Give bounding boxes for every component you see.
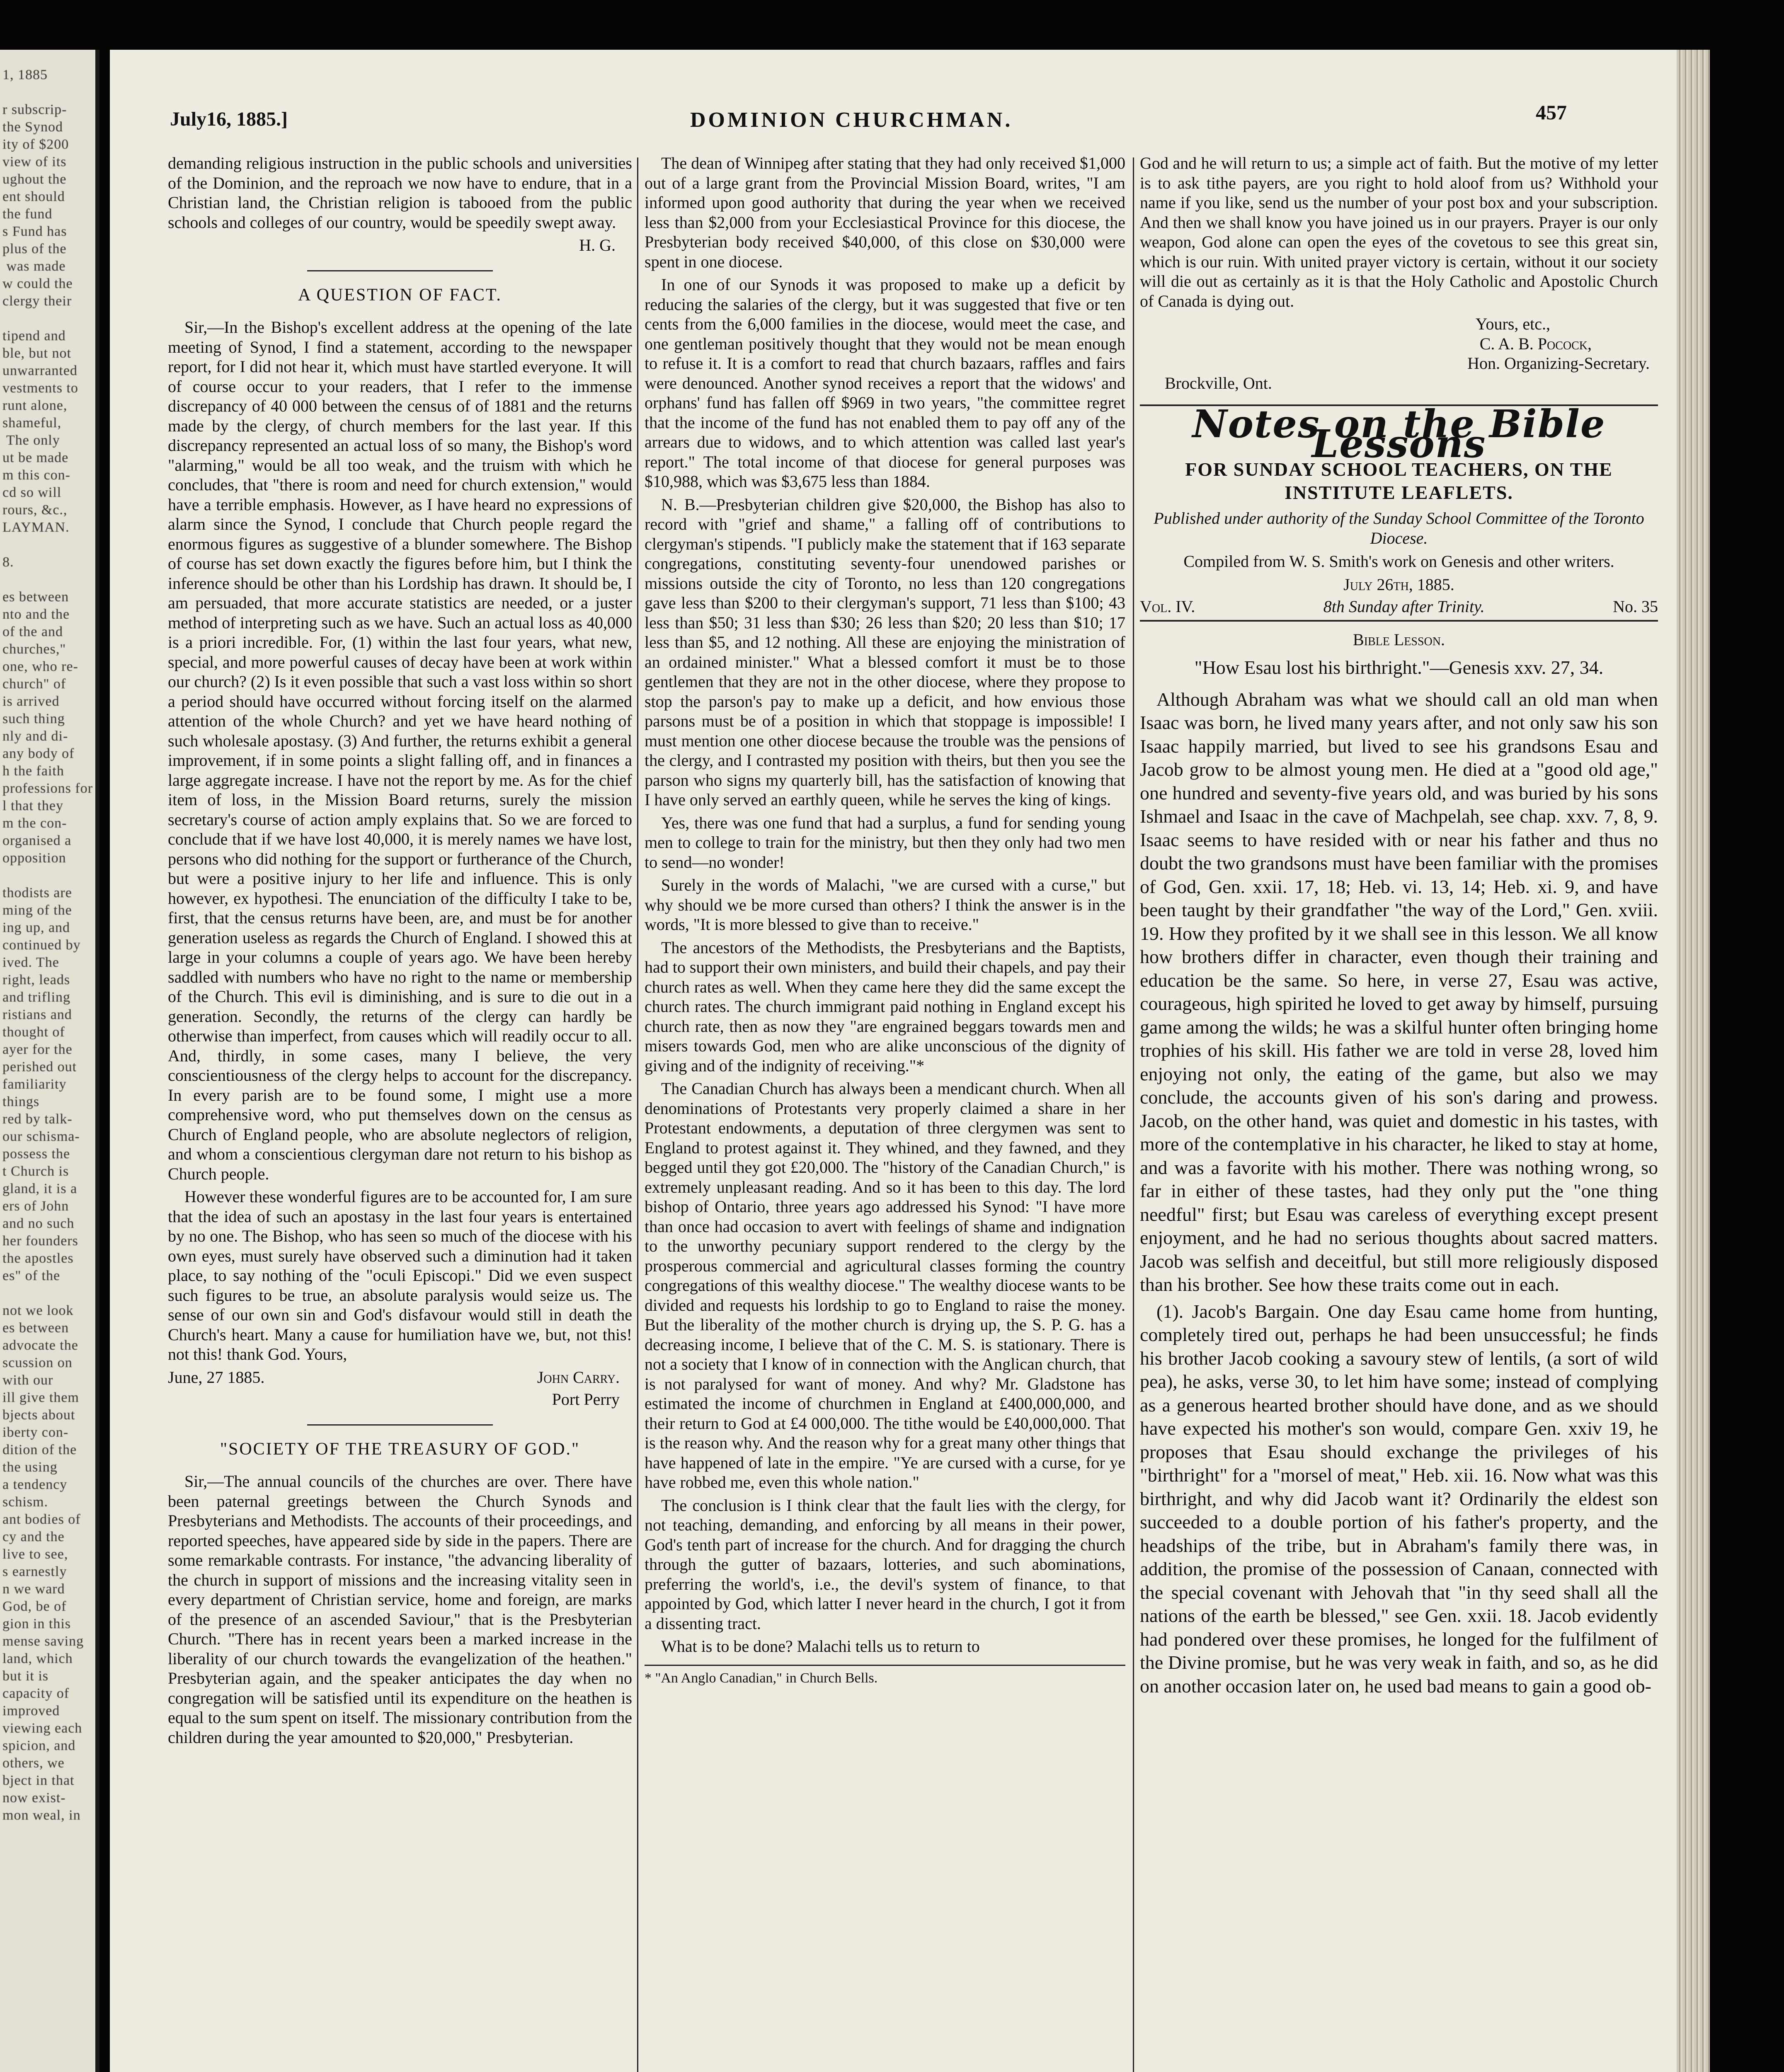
signature: C. A. B. Pocock, — [1479, 334, 1592, 353]
letter-date: June, 27 1885. — [168, 1368, 265, 1387]
header-title: DOMINION CHURCHMAN. — [690, 108, 1013, 132]
divider — [307, 270, 493, 271]
signature: H. G. — [579, 236, 616, 254]
divider — [1140, 620, 1658, 622]
paragraph: In one of our Synods it was proposed to make up a deficit by reducing the salaries of the clergy, but it was suggested that five or ten cents from the 6,000 families in the diocese, would meet the case, and one gentleman positively thought that they would not be mean enough to refuse it. It is a comfort to read that church bazaars, raffles and fairs were denounced. Another synod receives a report that the widows' and orphans' fund has fallen off $969 in two years, "the committee regret that the income of the fund has not enabled them to pay off any of the arrears due to widows, and to which attention was called last year's report." The total income of that diocese for general purposes was $10,988, which was $3,675 less than 1884. — [645, 275, 1125, 491]
paragraph: demanding religious instruction in the public schools and universities of the Dominion, and the reproach we now have to endure, that in a Christian land, the Christian religion is tabooed from the public schools and colleges of our country, would be speedily swept away. — [168, 154, 632, 232]
paragraph: N. B.—Presbyterian children give $20,000, the Bishop has also to record with "grief and shame," a falling off of contributions to clergyman's stipends. "I publicly make the statement that if 163 separate congregations, constituting seventy-four unendowed parishes or missions outside the city of Toronto, no less than 120 congregations gave less than $200 to their clergyman's support, 71 less than $100; 43 less than $50; 31 less than $30; 26 less than $20; 20 less than $10; 17 less than $5, and 12 nothing. All these are enjoying the ministration of an ordained minister." What a blessed comfort it must be to those gentlemen that they are not in the other diocese, where they propose to stop the parson's pay to make up a deficit, and how envious those parsons must be of a position in which that stoppage is impossible! I must mention one other diocese because the trouble was the pensions of the clergy, and I contrasted my position with theirs, but then you see the parson who signs my quarterly bill, has the satisfaction of knowing that I have only served an earthly queen, while he serves the king of kings. — [645, 495, 1125, 809]
letter-author: John Carry. — [537, 1368, 620, 1387]
paragraph: The ancestors of the Methodists, the Presbyterians and the Baptists, had to support their own ministers, and build their chapels, and pay their church rates as well. When they came here they did the same except the church rates. The church immigrant paid nothing in England except his church rate, then as now they "are engrained beggars towards men and misers towards God, men who are alike unconscious of the dignity of giving and of the indignity of receiving."* — [645, 938, 1125, 1075]
signature: Hon. Organizing-Secretary. — [1467, 354, 1650, 373]
facing-page-gutter — [0, 50, 99, 2072]
paragraph: (1). Jacob's Bargain. One day Esau came home from hunting, completely tired out, perhaps he had been unsuccessful; he finds his brother Jacob cooking a savoury stew of lentils, (a sort of wild pea), he asks, verse 30, to let him have some; instead of complying as a generous hearted brother should have done, and as we should have expected his mother's son would, compare Gen. xxiv 19, he proposes that Esau should exchange the privileges of his "birthright" for a "morsel of meat," Heb. xii. 16. Now what was this birthright, and why did Jacob want it? Ordinarily the eldest son succeeded to a double portion of his father's property, and the headships of the tribe, but in Abraham's family there was, in addition, the promise of the possession of Canaan, connected with the special covenant with Jehovah that "in thy seed shall all the nations of the earth be blessed," see Gen. xxii. 18. Jacob evidently had pondered over these promises, he longed for the fulfilment of the Divine promise, but he was very weak in faith, and so, as he did on another occasion later on, he used bad means to gain a good ob- — [1140, 1300, 1658, 1697]
facing-page-fragments: 1, 1885 r subscrip- the Synod ity of $200 view of its ughout the ent should the fund s Fund has plus of the was made w could the clergy their tipend and ble, but not unwarranted vestments to runt alone, shameful, The only ut be made m this con- cd so will rours, &c., LAYMAN. 8. es between nto and the of the and churches," one, who re- church" of is arrived such thing nly and di- any body of h the faith professions for l that they m the con- organised a opposition thodists are ming of the ing up, and continued by ived. The right, leads and trifling ristians and thought of ayer for the perished out familiarity things red by talk- our schisma- possess the t Church is gland, it is a ers of John and no such her founders the apostles es" of the not we look es between advocate the scussion on with our ill give them bjects about iberty con- dition of the the using a tendency schism. ant bodies of cy and the live to see, s earnestly n we ward God, be of gion in this mense saving land, which but it is capacity of improved viewing each spicion, and others, we bject in that now exist- mon weal, in — [2, 67, 93, 1823]
section-heading: Notes on the Bible Lessons — [1192, 402, 1606, 466]
paragraph: The dean of Winnipeg after stating that they had only received $1,000 out of a large grant from the Provincial Mission Board, writes, "I am informed upon good authority that during the year when we received less than $2,000 from your Ecclesiastical Province for this diocese, the Presbyterian body received $40,000, of this close on $30,000 were spent in one diocese. — [645, 154, 1125, 271]
paragraph: Sir,—The annual councils of the churches are over. There have been paternal greetings between the Church Synods and Presbyterians and Methodists. The accounts of their proceedings, and reported speeches, have appeared side by side in the papers. There are some remarkable contrasts. For instance, "the advancing liberality of the church in support of missions and the increasing vitality seen in every department of Christian service, home and foreign, are marks of the presence of an ascended Saviour," that is the Presbyterian Church. "There has in recent years been a marked increase in the liberality of our church towards the evangelization of the heathen." Presbyterian again, and the speaker anticipates the day when no congregation will be satisfied until its expenditure on the heathen is equal to the sum spent on itself. The missionary contribution from the children during the year amounted to $20,000," Presbyterian. — [168, 1472, 632, 1747]
signature: Yours, etc., — [1475, 315, 1550, 333]
newspaper-page — [110, 50, 1677, 2072]
paragraph: What is to be done? Malachi tells us to return to — [661, 1637, 980, 1656]
sunday: 8th Sunday after Trinity. — [1323, 597, 1485, 616]
page-header — [110, 50, 1677, 157]
paragraph: God and he will return to us; a simple act of faith. But the motive of my letter is to ask tithe payers, are you right to hold aloof from us? Withhold your name if you like, send us the number of your post box and your subscription. And then we shall know you have joined us in our prayers. Prayer is our only weapon, God alone can open the eyes of the covetous to see this great sin, which is our ruin. With united prayer victory is certain, without it our society will die out as certainly as it is that the Holy Catholic and Apostolic Church of Canada is dying out. — [1140, 154, 1658, 310]
article-title: "SOCIETY OF THE TREASURY OF GOD." — [220, 1439, 580, 1459]
signature-row — [168, 1368, 632, 1387]
header-date: July16, 1885.] — [170, 108, 288, 130]
volume: Vol. IV. — [1140, 597, 1195, 616]
book-edge — [1677, 50, 1710, 2072]
column-3 — [1140, 153, 1658, 2072]
header-page-number: 457 — [1536, 101, 1567, 124]
column-rule — [1133, 157, 1134, 2072]
column-1 — [168, 153, 632, 2072]
divider — [307, 1424, 493, 1426]
letter-place: Port Perry — [552, 1390, 620, 1409]
paragraph: Sir,—In the Bishop's excellent address at the opening of the late meeting of Synod, I find a statement, according to the newspaper report, for I did not hear it, which must have startled everyone. It will of course occur to your readers, that I refer to the immense discrepancy of 40 000 between the census of of 1881 and the returns made by the clergy, of church members for the last year. If this discrepancy represented an actual loss of so many, the Bishop's word "alarming," would be all too weak, and the truism with which he concludes, that "there is room and need for church extension," would have a terrible emphasis. However, as I have heard no expressions of alarm since the Synod, I conclude that Church people regard the enormous figures as suggestive of a blunder somewhere. The Bishop of course has set down exactly the figures before him, but I think the inference should be other than his Lordship has drawn. It should be, I am persuaded, that more accurate statistics are needed, or a juster method of interpreting such as we have. Such an actual loss as 40,000 is a priori incredible. For, (1) within the last four years, what new, special, and more powerful causes of decay have been at work within our church? (2) Is it even possible that such a vast loss within so short a period should have occurred without forcing itself on the alarmed attention of the whole Church? and yet we have heard nothing of such wholesale apostasy. (3) And further, the returns exhibit a general improvement, if in some points a slight falling off, and in finances a large aggregate increase. I have not the report by me. As for the chief item of loss, in the Mission Board returns, surely the mission secretary's course of action amply explains that. So we are forced to conclude that if we have lost 40,000, it is merely names we have lost, persons who did nothing for the support or furtherance of the Church, but were a positive injury to her life and influence. This is only however, ex hypothesi. The enunciation of the difficulty I take to be, first, that the census returns have been, are, and must be for another generation useless as regards the Church of England. I showed this at large in your columns a couple of years ago. We have been hereby saddled with numbers who have no right to the name or membership of the Church. This evil is diminishing, and is sure to die out in a generation. Secondly, the returns of the clergy can hardly be otherwise than imperfect, from causes which will readily occur to all. And, thirdly, in some cases, many I believe, the very conscientiousness of the clergy helps to account for the discrepancy. In every parish are to be found some, I might use a more comprehensive word, who put themselves down on the census as Church of England people, who are absolute neglectors of religion, and whom a conscientious clergyman dare not return to his bishop as Church people. — [168, 318, 632, 1183]
paragraph: However these wonderful figures are to be accounted for, I am sure that the idea of such an apostasy in the last four years is entertained by no one. The Bishop, who has seen so much of the diocese with his own eyes, must surely have observed such a diminution had it taken place, to say nothing of the "oculi Episcopi." Did we even suspect such figures to be true, an absolute paralysis would seize us. The sense of our own sin and God's disfavour would still in death the Church's heart. Many a cause for humiliation have we, but, not this! not this! thank God. Yours, — [168, 1187, 632, 1363]
lesson-label: Bible Lesson. — [1353, 630, 1445, 649]
column-rule — [637, 157, 638, 2072]
letter-place: Brockville, Ont. — [1165, 373, 1272, 392]
compiled-note: Compiled from W. S. Smith's work on Genesis and other writers. — [1183, 552, 1614, 571]
lesson-date: July 26th, 1885. — [1343, 575, 1454, 594]
number: No. 35 — [1613, 597, 1658, 616]
paragraph: Surely in the words of Malachi, "we are cursed with a curse," but why should we be more cursed than others? I think the answer is in the words, "It is more blessed to give than to receive." — [645, 876, 1125, 934]
lesson-title: "How Esau lost his birthright."—Genesis xxv. 27, 34. — [1194, 657, 1604, 678]
publication-note: Published under authority of the Sunday School Committee of the Toronto Diocese. — [1154, 509, 1644, 547]
footnote: * "An Anglo Canadian," in Church Bells. — [645, 1665, 1125, 1687]
column-2 — [645, 153, 1125, 2072]
article-title: A QUESTION OF FACT. — [298, 285, 502, 305]
paragraph: The conclusion is I think clear that the fault lies with the clergy, for not teaching, demanding, and enforcing by all means in their power, God's tenth part of increase for the church. And for dragging the church through the gutter of bazaars, lotteries, and such abominations, preferring the world's, i.e., the devil's system of finance, to that appointed by God, which latter I never heard in the church, I got it from a dissenting tract. — [645, 1496, 1125, 1633]
lesson-meta — [1140, 597, 1658, 617]
section-subheading: FOR SUNDAY SCHOOL TEACHERS, ON THE INSTITUTE LEAFLETS. — [1185, 459, 1613, 503]
paragraph: Yes, there was one fund that had a surplus, a fund for sending young men to college to train for the ministry, but then they only had two men to send—no wonder! — [645, 813, 1125, 871]
paragraph: The Canadian Church has always been a mendicant church. When all denominations of Protestants very properly claimed a share in her Protestant endowments, a deputation of three clergymen was sent to England to protest against it. They whined, and they fawned, and they begged until they got £20,000. The "history of the Canadian Church," is extremely unpleasant reading. And so it has been to this day. The lord bishop of Ontario, three years ago addressed his Synod: "I have more than once had occasion to avert with feelings of shame and indignation to the unworthy pecuniary support rendered to the clergy by the prosperous commercial and agricultural classes forming the country congregations of this wealthy diocese." The wealthy diocese wants to be divided and requests his lordship to go to England to raise the money. But the liberality of the mother church is drying up, the S. P. G. has a decreasing income, I believe that of the C. M. S. is stationary. There is not a society that I know of in connection with the Anglican church, that is not paralysed for want of money. And why? Mr. Gladstone has estimated the income of churchmen in England at £400,000,000, and their return to God at £4 000,000. The tithe would be £40,000,000. That is the reason why. And the reason why for a great many other things that have happened of late in the empire. "Ye are cursed with a curse, for ye have robbed me, even this whole nation." — [645, 1079, 1125, 1491]
paragraph: Although Abraham was what we should call an old man when Isaac was born, he lived many years after, and not only saw his son Isaac happily married, but lived to see his grandsons Esau and Jacob grow to be almost young men. He died at a "good old age," one hundred and seventy-five years old, and was buried by his sons Ishmael and Isaac in the cave of Machpelah, see chap. xxv. 7, 8, 9. Isaac seems to have resided with or near his father and thus no doubt the two grandsons must have been familiar with the promises of God, Gen. xxii. 17, 18; Heb. vi. 13, 14; Heb. xi. 9, and have been taught by their grandfather "the way of the Lord," Gen. xviii. 19. How they profited by it we shall see in this lesson. We all know how brothers differ in character, even though their training and education be the same. So here, in verse 27, Esau was active, courageous, high spirited he loved to get away by himself, pursuing game among the wilds; he was a skilful hunter often bringing home trophies of his skill. His father we are told in verse 28, loved him enjoying not only, the eating of the game, but also we may conclude, the accounts given of his son's daring and prowess. Jacob, on the other hand, was quiet and domestic in his tastes, with more of the contemplative in his character, he liked to stay at home, and was a favorite with his mother. There was nothing wrong, so far in either of these tastes, had they only put the "one thing needful" first; but Esau was careless of everything except present enjoyment, and he had no serious thoughts about sacred matters. Jacob was selfish and deceitful, but still more religiously disposed than his brother. See how these traits come out in each. — [1140, 688, 1658, 1295]
